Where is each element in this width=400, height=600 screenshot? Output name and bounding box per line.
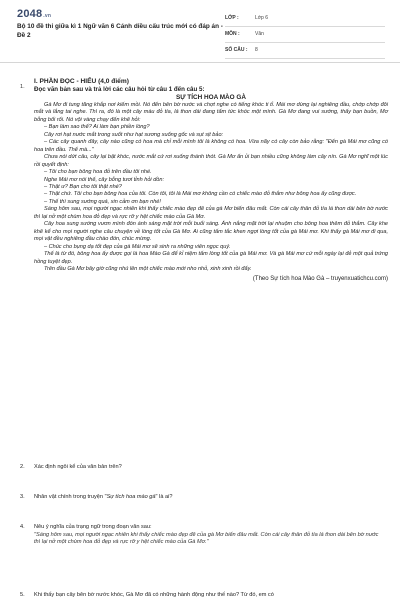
logo-suffix: .vn [43, 13, 52, 19]
story-paragraph: Gà Mơ đi tung tăng khắp nơi kiếm mồi. Nó đến bên bờ nước và chợt nghe có tiếng khóc ti tỉ. Mái mơ dừng lại nghiêng đầu, chớp chớp đôi mắt và lắng tai nghe. Thì ra, đó là một cây màu đỏ tía, lá thon dài đang tấm tức khóc một mình. Gà Mơ đang vui sướng, thấy bạn buồn, Mơ bỗng bối rối. Nó vội vàng chạy đến khẽ hỏi: [34, 102, 388, 123]
question-text-start: Nhân vật chính trong truyện " [34, 494, 107, 500]
story-paragraph: – Thật chứ. Tôi cho bạn bông hoa của tôi. Còn tôi, tôi là Mái mơ không cần có chiếc mào đỏ thắm như bông hoa ấy cũng được. [44, 191, 357, 198]
question-text-end: " là ai? [155, 494, 173, 500]
question-text: Xác định ngôi kể của văn bản trên? [34, 464, 122, 470]
story-paragraph: Thế là từ đó, bông hoa ấy được gọi là hoa Mào Gà để kỉ niệm tấm lòng tốt của gà Mái mơ. Và gà Mái mơ cứ mỗi ngày lại đẻ một quả trứng hồng tuyệt đẹp. [34, 251, 388, 265]
question-number: 5. [20, 592, 25, 598]
question-prompt: Nêu ý nghĩa của trạng ngữ trong đoạn văn sau: [34, 524, 152, 530]
story-paragraph: Nghe Mái mơ nói thế, cây bỗng tươi tỉnh hỏi dồn: [44, 176, 164, 183]
question-number: 2. [20, 464, 25, 470]
story-paragraph: Cây rơi hạt nước mắt trong suốt như hạt sương xuống gốc và sụt sịt bảo: [44, 131, 224, 138]
question-text: Khi thấy bạn cây bên bờ nước khóc, Gà Mơ đã có những hành động như thế nào? Từ đó, em có [34, 592, 274, 598]
meta-value: Lớp 6 [255, 15, 269, 21]
meta-row-count [225, 43, 385, 59]
story-paragraph: – Các cây quanh đây, cây nào cũng có hoa mà chỉ mỗi mình tôi là không có hoa. Vừa nãy có cây còn bảo rằng: "Đến gà Mái mơ cũng có hoa trên đầu. Thế mà..." [34, 139, 388, 153]
section-heading: I. PHẦN ĐỌC - HIỂU (4,0 điểm) [34, 78, 129, 85]
story-paragraph: – Thật ư? Bạn cho tôi thật nhé? [44, 183, 122, 190]
meta-row-subject [225, 27, 385, 43]
question-number: 1. [20, 84, 25, 90]
story-text [34, 102, 388, 273]
site-logo[interactable] [17, 8, 51, 20]
story-paragraph: Trên đầu Gà Mơ bây giờ cũng nhú lên một chiếc mào mới nho nhỏ, xinh xinh rồi đấy. [44, 265, 252, 272]
meta-value: Văn [255, 31, 264, 37]
reading-instruction: Đọc văn bản sau và trả lời các câu hỏi từ câu 1 đến câu 5: [34, 86, 205, 93]
quoted-passage: "Sáng hôm sau, mọi người ngạc nhiên khi thấy chiếc mào đẹp đẽ của gà Mơ biến đâu mất. Còn cái cây thân đỏ tía lá thon dài bên bờ nước thì lại nở một chùm hoa đỏ đẹp và rực rỡ y hệt chiếc mào của Gà Mơ." [34, 531, 379, 545]
question-number: 4. [20, 524, 25, 530]
story-source: (Theo Sự tích hoa Mào Gà – truyenxuatichcu.com) [252, 276, 388, 283]
story-paragraph: – Bạn làm sao thế? Ai làm bạn phiền lòng? [44, 124, 150, 131]
meta-value: 8 [255, 47, 258, 53]
story-paragraph: – Chúc cho bụng dạ tốt đẹp của gà Mái mơ sẽ sinh ra những viên ngọc quý. [44, 243, 231, 250]
meta-key: SỐ CÂU : [225, 47, 248, 53]
story-paragraph: Sáng hôm sau, mọi người ngạc nhiên khi thấy chiếc mào đẹp đẽ của gà Mơ biến đâu mất. Còn cái cây thân đỏ tía lá thon dài bên bờ nước thì lại nở một chùm hoa đỏ đẹp và rực rỡ y hệt chiếc mào của Gà Mơ. [34, 206, 388, 220]
story-title: SỰ TÍCH HOA MÀO GÀ [175, 94, 247, 101]
story-paragraph: – Tôi cho bạn bông hoa đỏ trên đầu tôi nhé. [44, 169, 152, 176]
meta-key: MÔN : [225, 31, 240, 37]
document-title: Bộ 10 đề thi giữa kì 1 Ngữ văn 6 Cánh diều cấu trúc mới có đáp án - Đề 2 [17, 23, 223, 39]
story-paragraph: Chưa nói dứt câu, cây lại bật khóc, nước mắt cứ rơi xuống thánh thót. Gà Mơ ấn ủi bạn nhiều cũng không làm cây nín. Gà Mơ nghĩ một lúc rồi quyết định: [34, 154, 388, 168]
logo-text: 2048 [17, 8, 43, 20]
page-header [0, 0, 400, 63]
meta-row-class [225, 11, 385, 27]
question-text [34, 494, 380, 502]
meta-key: LỚP : [225, 15, 239, 21]
question-1-body [34, 78, 388, 283]
meta-panel [225, 11, 385, 59]
story-paragraph: – Thế thì sung sướng quá, xin cảm ơn bạn nhé! [44, 198, 161, 205]
question-number: 3. [20, 494, 25, 500]
story-name: Sự tích hoa mào gà [106, 494, 156, 500]
story-paragraph: Cây hoa sung sướng vươn mình đón ánh sáng mặt trời mỗi buổi sáng. Ánh nắng mặt trời lại nhuộm cho bông hoa thêm đỏ thắm. Cây khe khẽ kể cho mọi người nghe câu chuyện về lòng tốt của Gà Mơ. Ai cũng tấm tắc khen ngợi lòng tốt của gà Mái mơ. Khi thấy gà Mái mơ đi qua, mọi vật đều nghiêng đầu chào đón, chúc mừng. [34, 221, 388, 243]
question-text [34, 524, 380, 547]
